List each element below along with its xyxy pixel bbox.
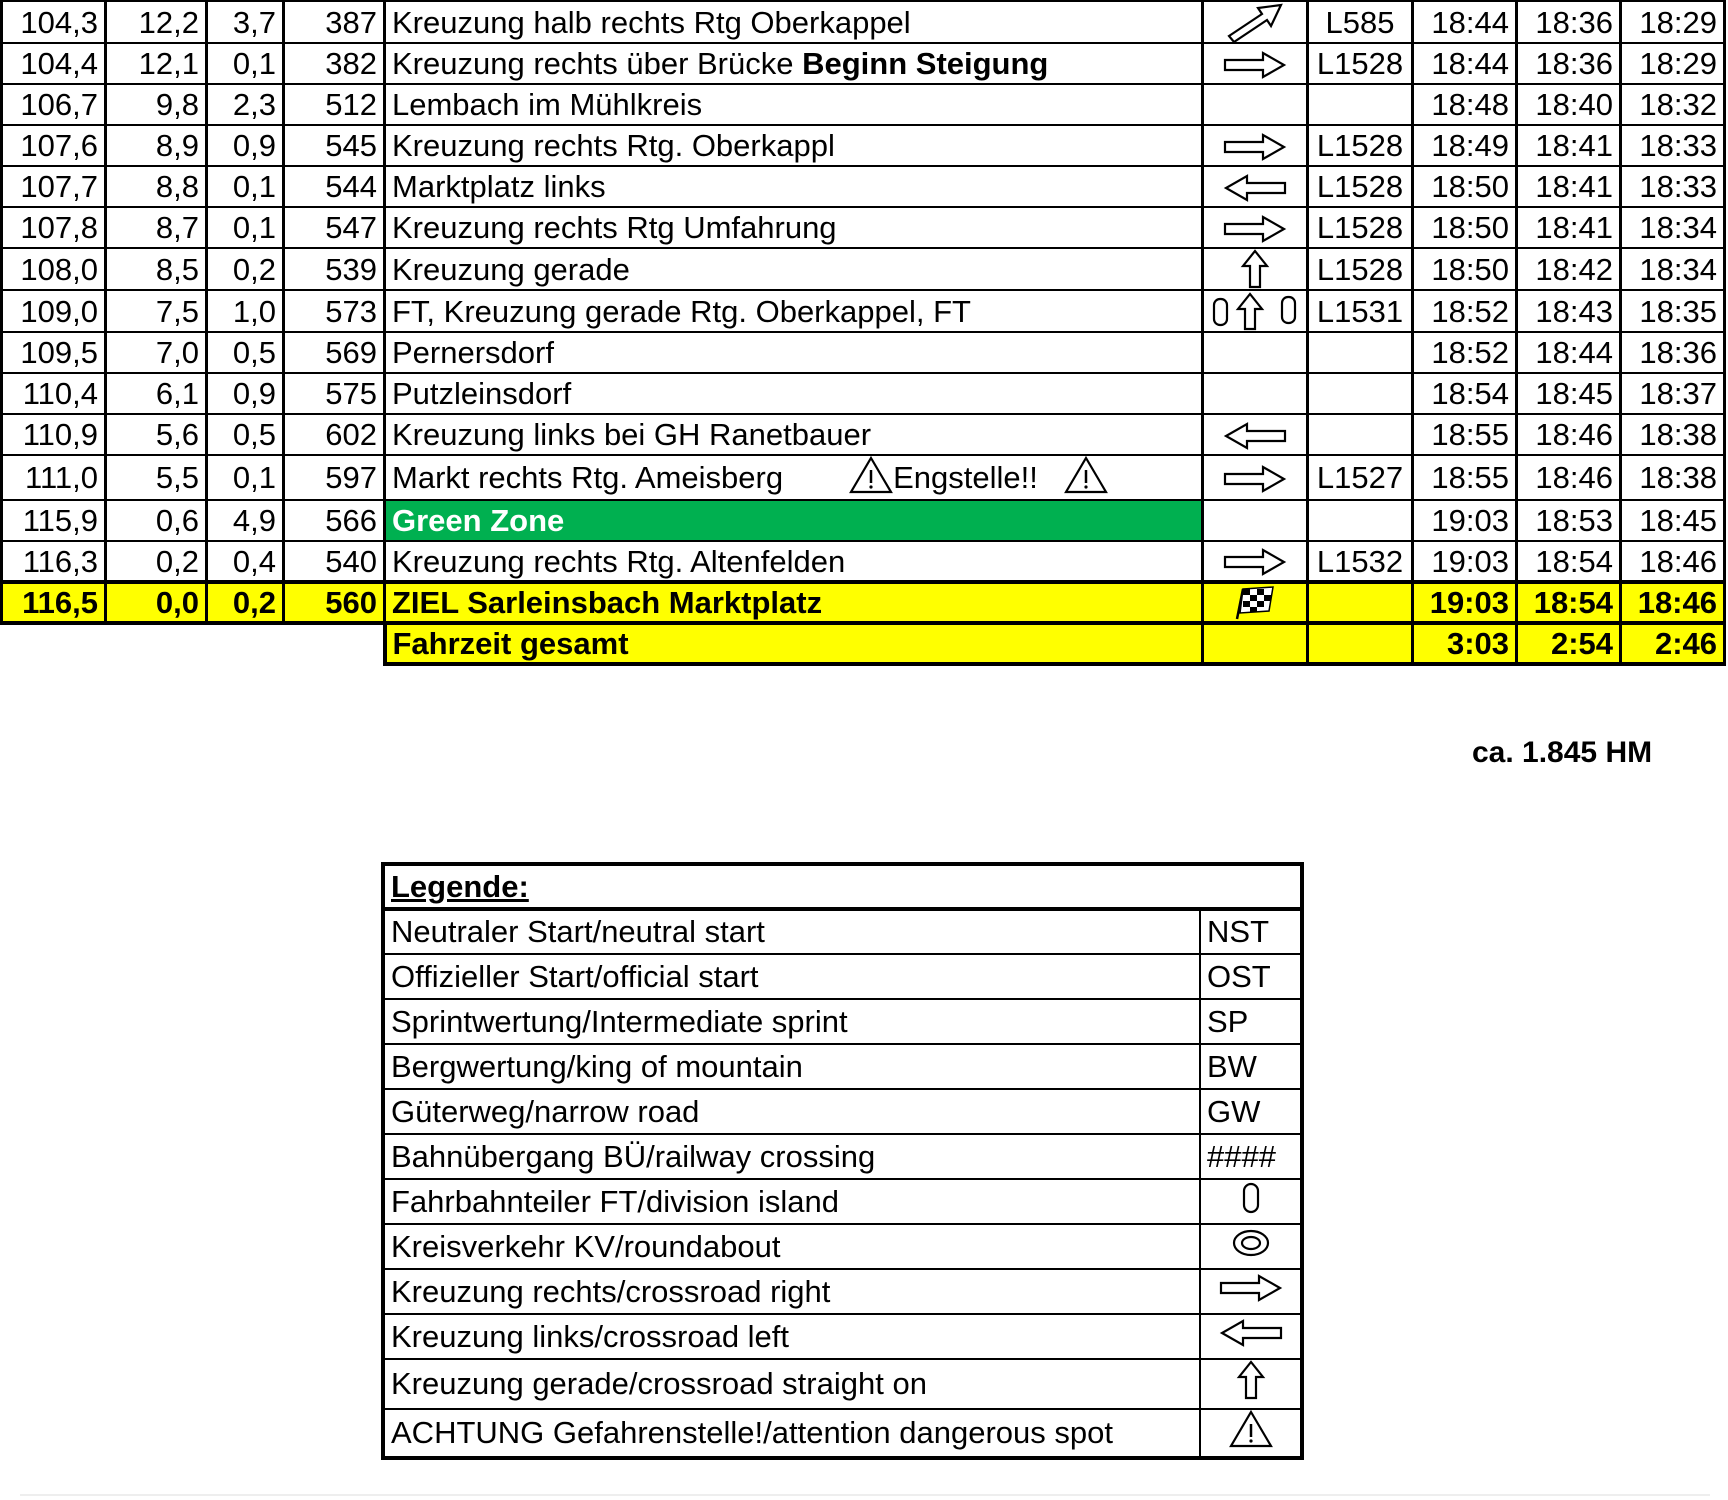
table-row <box>2 248 1725 290</box>
direction-cell <box>1203 623 1308 664</box>
empty-cell <box>2 623 106 664</box>
time-slow-cell: 18:45 <box>1621 500 1725 541</box>
legend-symbol <box>1200 1314 1302 1359</box>
empty-cell <box>207 623 284 664</box>
direction-cell <box>1203 541 1308 582</box>
time-mid-cell: 18:41 <box>1517 166 1621 207</box>
remaining-km-cell: 5,6 <box>106 414 207 455</box>
arrow-half-right-icon <box>1226 2 1284 37</box>
description-cell: Putzleinsdorf <box>385 373 1203 414</box>
description-cell: Kreuzung rechts Rtg. Oberkappl <box>385 125 1203 166</box>
table-row <box>2 332 1725 373</box>
arrow-right-icon <box>1223 459 1287 494</box>
road-number-cell: L1528 <box>1308 166 1413 207</box>
table-row <box>2 414 1725 455</box>
direction-cell <box>1203 248 1308 290</box>
road-number-cell <box>1308 500 1413 541</box>
legend-row <box>383 954 1302 999</box>
legend-label: Bahnübergang BÜ/railway crossing <box>383 1134 1200 1179</box>
description-cell: Kreuzung halb rechts Rtg Oberkappel <box>385 1 1203 43</box>
segment-km-cell: 0,4 <box>207 541 284 582</box>
finish-row <box>2 582 1725 623</box>
description-cell: Lembach im Mühlkreis <box>385 84 1203 125</box>
route-table <box>0 0 1726 666</box>
time-mid-cell: 18:42 <box>1517 248 1621 290</box>
time-slow-cell: 18:33 <box>1621 125 1725 166</box>
segment-km-cell: 2,3 <box>207 84 284 125</box>
table-row <box>2 125 1725 166</box>
segment-km-cell: 3,7 <box>207 1 284 43</box>
arrow-left-icon <box>1223 416 1287 451</box>
legend-row <box>383 1269 1302 1314</box>
km-cell: 110,9 <box>2 414 106 455</box>
altitude-cell: 382 <box>284 43 385 84</box>
legend-label: Fahrbahnteiler FT/division island <box>383 1179 1200 1224</box>
time-fast-cell: 18:52 <box>1413 332 1517 373</box>
km-cell: 115,9 <box>2 500 106 541</box>
time-mid-cell: 18:54 <box>1517 582 1621 623</box>
description-bold-text: Beginn Steigung <box>802 46 1049 81</box>
remaining-km-cell: 7,0 <box>106 332 207 373</box>
time-slow-cell: 18:34 <box>1621 207 1725 248</box>
description-cell: Pernersdorf <box>385 332 1203 373</box>
table-row <box>2 290 1725 332</box>
direction-cell <box>1203 207 1308 248</box>
description-cell: Marktplatz links <box>385 166 1203 207</box>
description-cell <box>385 455 1203 500</box>
direction-cell <box>1203 455 1308 500</box>
table-row <box>2 455 1725 500</box>
time-fast-cell: 19:03 <box>1413 582 1517 623</box>
description-cell: Kreuzung links bei GH Ranetbauer <box>385 414 1203 455</box>
time-mid-cell: 18:41 <box>1517 207 1621 248</box>
direction-cell <box>1203 582 1308 623</box>
table-row <box>2 1 1725 43</box>
table-row <box>2 166 1725 207</box>
legend-row <box>383 1089 1302 1134</box>
segment-km-cell: 0,9 <box>207 125 284 166</box>
km-cell: 109,0 <box>2 290 106 332</box>
legend-label: ACHTUNG Gefahrenstelle!/attention dangerous spot <box>383 1409 1200 1458</box>
total-time-slow: 2:46 <box>1621 623 1725 664</box>
time-mid-cell: 18:53 <box>1517 500 1621 541</box>
legend-symbol: SP <box>1200 999 1302 1044</box>
segment-km-cell: 0,1 <box>207 166 284 207</box>
warning-text: Engstelle!! <box>893 460 1038 495</box>
total-time-fast: 3:03 <box>1413 623 1517 664</box>
altitude-cell: 573 <box>284 290 385 332</box>
direction-cell <box>1203 125 1308 166</box>
km-cell: 111,0 <box>2 455 106 500</box>
legend-row <box>383 999 1302 1044</box>
direction-cell <box>1203 84 1308 125</box>
arrow-right-icon <box>1223 209 1287 244</box>
altitude-cell: 597 <box>284 455 385 500</box>
legend-row <box>383 1224 1302 1269</box>
page-bottom-divider <box>20 1494 1710 1496</box>
remaining-km-cell: 12,1 <box>106 43 207 84</box>
road-number-cell: L1528 <box>1308 207 1413 248</box>
legend-label: Sprintwertung/Intermediate sprint <box>383 999 1200 1044</box>
direction-cell <box>1203 414 1308 455</box>
road-number-cell: L1532 <box>1308 541 1413 582</box>
legend-label: Güterweg/narrow road <box>383 1089 1200 1134</box>
legend-title: Legende: <box>383 864 1302 909</box>
island-icon <box>1241 1186 1261 1221</box>
time-fast-cell: 18:44 <box>1413 1 1517 43</box>
time-fast-cell: 19:03 <box>1413 500 1517 541</box>
arrow-up-icon <box>1240 249 1270 284</box>
legend-row <box>383 1359 1302 1409</box>
table-row <box>2 84 1725 125</box>
legend-symbol <box>1200 1224 1302 1269</box>
segment-km-cell: 0,2 <box>207 582 284 623</box>
altitude-cell: 566 <box>284 500 385 541</box>
time-mid-cell: 18:41 <box>1517 125 1621 166</box>
legend-symbol: BW <box>1200 1044 1302 1089</box>
time-mid-cell: 18:40 <box>1517 84 1621 125</box>
total-time-mid: 2:54 <box>1517 623 1621 664</box>
description-cell: Kreuzung rechts Rtg. Altenfelden <box>385 541 1203 582</box>
time-slow-cell: 18:46 <box>1621 582 1725 623</box>
island-arrow-up-island-icon <box>1210 291 1300 326</box>
legend-symbol <box>1200 1359 1302 1409</box>
description-text: Kreuzung rechts über Brücke <box>392 46 803 81</box>
km-cell: 106,7 <box>2 84 106 125</box>
altitude-cell: 539 <box>284 248 385 290</box>
time-slow-cell: 18:38 <box>1621 455 1725 500</box>
remaining-km-cell: 5,5 <box>106 455 207 500</box>
legend-symbol <box>1200 1269 1302 1314</box>
time-fast-cell: 18:50 <box>1413 248 1517 290</box>
total-label: Fahrzeit gesamt <box>385 623 1203 664</box>
warning-icon <box>1064 456 1108 499</box>
arrow-up-icon <box>1236 1372 1266 1407</box>
time-mid-cell: 18:46 <box>1517 414 1621 455</box>
table-row <box>2 500 1725 541</box>
time-fast-cell: 18:44 <box>1413 43 1517 84</box>
time-fast-cell: 18:50 <box>1413 166 1517 207</box>
remaining-km-cell: 0,6 <box>106 500 207 541</box>
road-number-cell: L1527 <box>1308 455 1413 500</box>
table-row <box>2 43 1725 84</box>
time-fast-cell: 19:03 <box>1413 541 1517 582</box>
table-row <box>2 541 1725 582</box>
description-cell: Green Zone <box>385 500 1203 541</box>
time-fast-cell: 18:49 <box>1413 125 1517 166</box>
legend-row <box>383 1134 1302 1179</box>
arrow-right-icon <box>1223 543 1287 578</box>
description-cell: ZIEL Sarleinsbach Marktplatz <box>385 582 1203 623</box>
time-slow-cell: 18:34 <box>1621 248 1725 290</box>
road-number-cell <box>1308 84 1413 125</box>
segment-km-cell: 0,5 <box>207 332 284 373</box>
road-number-cell <box>1308 373 1413 414</box>
altitude-cell: 569 <box>284 332 385 373</box>
altitude-cell: 387 <box>284 1 385 43</box>
remaining-km-cell: 8,8 <box>106 166 207 207</box>
empty-cell <box>284 623 385 664</box>
legend-symbol: #### <box>1200 1134 1302 1179</box>
segment-km-cell: 4,9 <box>207 500 284 541</box>
km-cell: 107,7 <box>2 166 106 207</box>
road-number-cell <box>1308 414 1413 455</box>
altitude-cell: 512 <box>284 84 385 125</box>
legend-label: Kreisverkehr KV/roundabout <box>383 1224 1200 1269</box>
altitude-cell: 545 <box>284 125 385 166</box>
checkered-flag-icon <box>1233 583 1277 618</box>
description-cell: Kreuzung gerade <box>385 248 1203 290</box>
time-mid-cell: 18:45 <box>1517 373 1621 414</box>
legend-row <box>383 1314 1302 1359</box>
segment-km-cell: 0,5 <box>207 414 284 455</box>
km-cell: 104,3 <box>2 1 106 43</box>
time-slow-cell: 18:29 <box>1621 1 1725 43</box>
km-cell: 109,5 <box>2 332 106 373</box>
road-number-cell: L1528 <box>1308 125 1413 166</box>
time-slow-cell: 18:46 <box>1621 541 1725 582</box>
km-cell: 116,5 <box>2 582 106 623</box>
altitude-cell: 602 <box>284 414 385 455</box>
total-row <box>2 623 1725 664</box>
time-fast-cell: 18:54 <box>1413 373 1517 414</box>
direction-cell <box>1203 43 1308 84</box>
time-mid-cell: 18:43 <box>1517 290 1621 332</box>
segment-km-cell: 1,0 <box>207 290 284 332</box>
legend-label: Neutraler Start/neutral start <box>383 909 1200 954</box>
remaining-km-cell: 8,5 <box>106 248 207 290</box>
time-slow-cell: 18:35 <box>1621 290 1725 332</box>
time-fast-cell: 18:55 <box>1413 455 1517 500</box>
remaining-km-cell: 0,0 <box>106 582 207 623</box>
direction-cell <box>1203 500 1308 541</box>
segment-km-cell: 0,2 <box>207 248 284 290</box>
road-number-cell <box>1308 623 1413 664</box>
remaining-km-cell: 9,8 <box>106 84 207 125</box>
legend-symbol <box>1200 1409 1302 1458</box>
time-slow-cell: 18:32 <box>1621 84 1725 125</box>
road-number-cell: L1528 <box>1308 43 1413 84</box>
altitude-cell: 540 <box>284 541 385 582</box>
km-cell: 108,0 <box>2 248 106 290</box>
table-row <box>2 207 1725 248</box>
table-row <box>2 373 1725 414</box>
remaining-km-cell: 0,2 <box>106 541 207 582</box>
legend-row <box>383 1409 1302 1458</box>
legend-symbol <box>1200 1179 1302 1224</box>
remaining-km-cell: 8,7 <box>106 207 207 248</box>
time-fast-cell: 18:50 <box>1413 207 1517 248</box>
time-fast-cell: 18:55 <box>1413 414 1517 455</box>
direction-cell <box>1203 373 1308 414</box>
time-fast-cell: 18:48 <box>1413 84 1517 125</box>
legend-symbol: GW <box>1200 1089 1302 1134</box>
direction-cell <box>1203 332 1308 373</box>
road-number-cell <box>1308 332 1413 373</box>
warning-icon <box>1229 1420 1273 1455</box>
description-cell: Kreuzung rechts Rtg Umfahrung <box>385 207 1203 248</box>
time-slow-cell: 18:36 <box>1621 332 1725 373</box>
segment-km-cell: 0,1 <box>207 455 284 500</box>
km-cell: 107,8 <box>2 207 106 248</box>
direction-cell <box>1203 1 1308 43</box>
time-slow-cell: 18:38 <box>1621 414 1725 455</box>
altitude-cell: 560 <box>284 582 385 623</box>
road-number-cell: L585 <box>1308 1 1413 43</box>
empty-cell <box>106 623 207 664</box>
legend-header-row <box>383 864 1302 909</box>
legend-label: Kreuzung rechts/crossroad right <box>383 1269 1200 1314</box>
remaining-km-cell: 7,5 <box>106 290 207 332</box>
elevation-total: ca. 1.845 HM <box>1472 736 1653 769</box>
direction-cell <box>1203 166 1308 207</box>
legend-row <box>383 1044 1302 1089</box>
legend-symbol: NST <box>1200 909 1302 954</box>
km-cell: 110,4 <box>2 373 106 414</box>
time-fast-cell: 18:52 <box>1413 290 1517 332</box>
legend-table <box>381 862 1304 1460</box>
remaining-km-cell: 12,2 <box>106 1 207 43</box>
direction-cell <box>1203 290 1308 332</box>
roundabout-icon <box>1231 1230 1271 1265</box>
segment-km-cell: 0,9 <box>207 373 284 414</box>
time-slow-cell: 18:33 <box>1621 166 1725 207</box>
arrow-left-icon <box>1223 168 1287 203</box>
legend-label: Kreuzung gerade/crossroad straight on <box>383 1359 1200 1409</box>
legend-label: Kreuzung links/crossroad left <box>383 1314 1200 1359</box>
altitude-cell: 544 <box>284 166 385 207</box>
time-mid-cell: 18:46 <box>1517 455 1621 500</box>
arrow-right-icon <box>1223 127 1287 162</box>
time-mid-cell: 18:44 <box>1517 332 1621 373</box>
description-text: Markt rechts Rtg. Ameisberg <box>392 460 784 495</box>
remaining-km-cell: 8,9 <box>106 125 207 166</box>
legend-row <box>383 909 1302 954</box>
legend-row <box>383 1179 1302 1224</box>
altitude-cell: 575 <box>284 373 385 414</box>
road-number-cell: L1531 <box>1308 290 1413 332</box>
arrow-right-icon <box>1223 45 1287 80</box>
time-slow-cell: 18:29 <box>1621 43 1725 84</box>
legend-label: Offizieller Start/official start <box>383 954 1200 999</box>
description-cell <box>385 43 1203 84</box>
legend-label: Bergwertung/king of mountain <box>383 1044 1200 1089</box>
km-cell: 107,6 <box>2 125 106 166</box>
remaining-km-cell: 6,1 <box>106 373 207 414</box>
legend-symbol: OST <box>1200 954 1302 999</box>
segment-km-cell: 0,1 <box>207 207 284 248</box>
segment-km-cell: 0,1 <box>207 43 284 84</box>
time-mid-cell: 18:54 <box>1517 541 1621 582</box>
road-number-cell <box>1308 582 1413 623</box>
km-cell: 104,4 <box>2 43 106 84</box>
arrow-left-icon <box>1219 1320 1283 1355</box>
altitude-cell: 547 <box>284 207 385 248</box>
time-mid-cell: 18:36 <box>1517 1 1621 43</box>
description-cell: FT, Kreuzung gerade Rtg. Oberkappel, FT <box>385 290 1203 332</box>
arrow-right-icon <box>1219 1275 1283 1310</box>
km-cell: 116,3 <box>2 541 106 582</box>
time-mid-cell: 18:36 <box>1517 43 1621 84</box>
warning-icon <box>849 456 893 499</box>
time-slow-cell: 18:37 <box>1621 373 1725 414</box>
road-number-cell: L1528 <box>1308 248 1413 290</box>
